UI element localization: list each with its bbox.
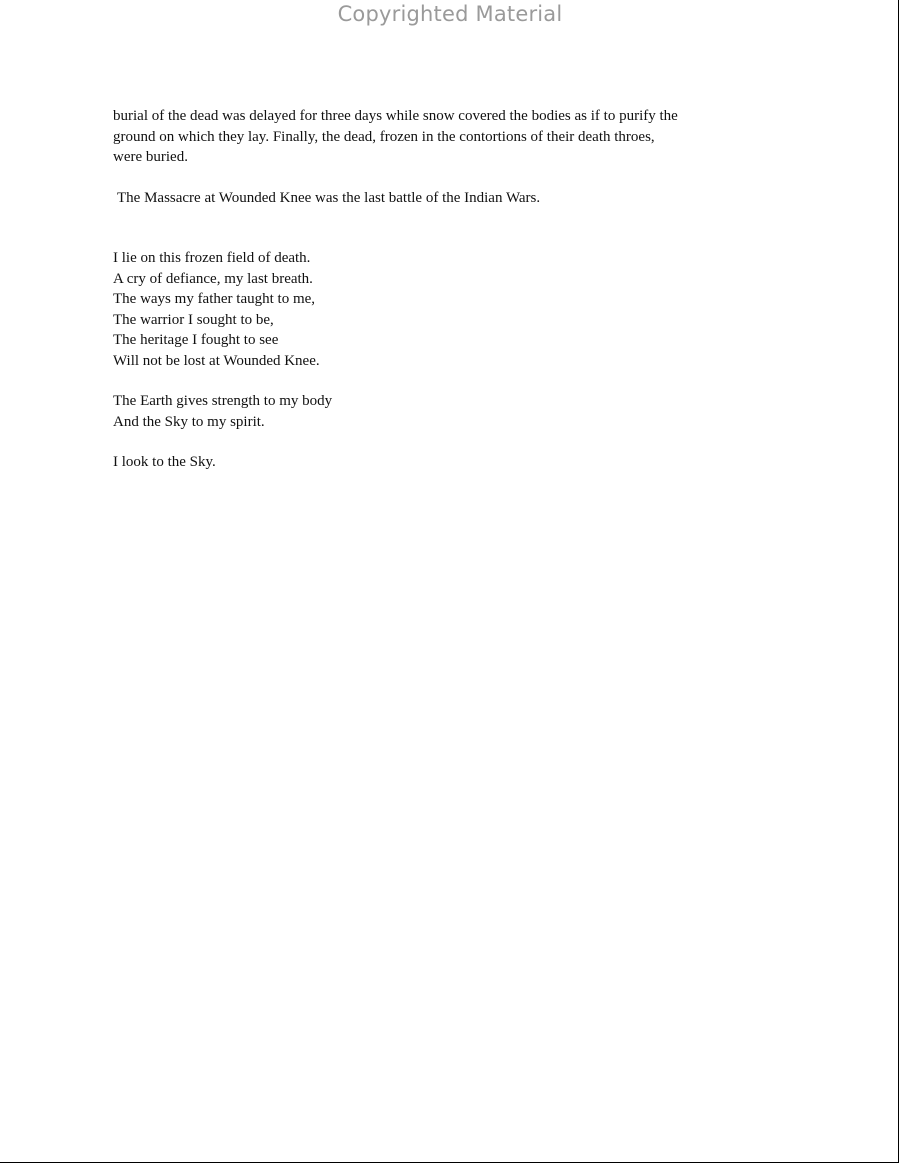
poem-line: The warrior I sought to be,: [113, 311, 274, 328]
copyright-watermark: Copyrighted Material: [337, 2, 563, 26]
poem-line: A cry of defiance, my last breath.: [113, 270, 313, 287]
poem-stanza-3: [113, 452, 793, 473]
poem-line: Will not be lost at Wounded Knee.: [113, 352, 320, 369]
poem-stanza-1: [113, 248, 793, 371]
intro-line: ground on which they lay. Finally, the dead, frozen in the contortions of their death throes,: [113, 128, 655, 145]
poem-line: The Earth gives strength to my body: [113, 393, 333, 409]
poem-line: The heritage I fought to see: [113, 332, 279, 348]
closing-statement: The Massacre at Wounded Knee was the last battle of the Indian Wars.: [117, 189, 541, 206]
intro-paragraph: [113, 106, 793, 168]
poem-line: The ways my father taught to me,: [113, 291, 316, 307]
page-content: [113, 106, 793, 493]
poem-line: I lie on this frozen field of death.: [113, 250, 311, 266]
poem-line: And the Sky to my spirit.: [113, 413, 265, 430]
intro-line: burial of the dead was delayed for three days while snow covered the bodies as if to purify the: [113, 108, 678, 124]
poem-line: I look to the Sky.: [113, 454, 216, 470]
poem-stanza-2: [113, 391, 793, 432]
intro-line: were buried.: [113, 149, 188, 165]
